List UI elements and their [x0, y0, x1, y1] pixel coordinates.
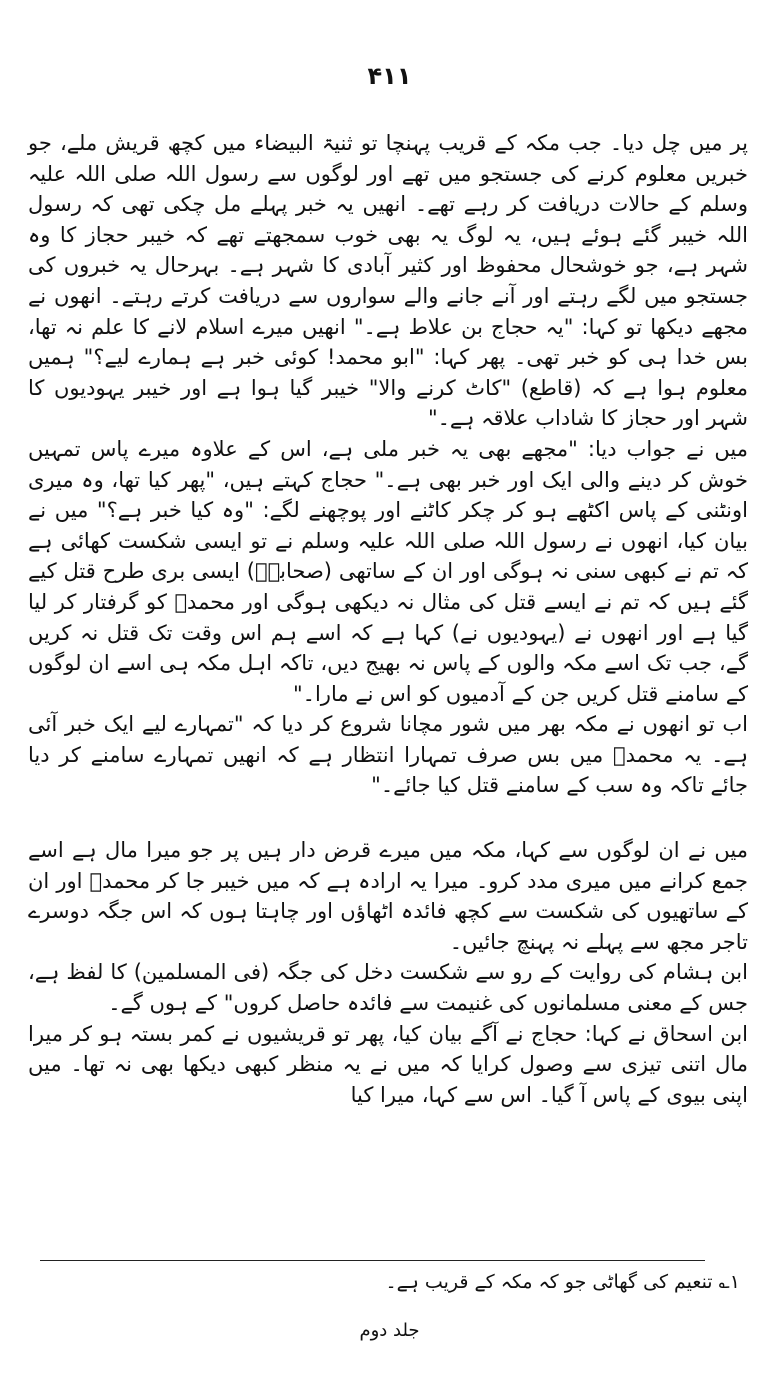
footnote-divider — [40, 1260, 705, 1261]
paragraph-3: اب تو انھوں نے مکہ بھر میں شور مچانا شروع کر دیا کہ "تمہارے لیے ایک خبر آئی ہے۔ یہ محمدؐ میں بس صرف تمہارا انتظار ہے کہ انھیں تمہارے سامنے کر دیا جائے تاکہ وہ سب کے سامنے قتل کیا جائے۔" — [28, 712, 748, 798]
page-number: ۴۱۱ — [367, 62, 412, 90]
paragraph-1: پر میں چل دیا۔ جب مکہ کے قریب پہنچا تو ثنیۃ البیضاء میں کچھ قریش ملے، جو خبریں معلوم کرنے کی جستجو میں تھے اور لوگوں سے رسول اللہ صلی اللہ علیہ وسلم کے حالات دریافت کر رہے تھے۔ انھیں یہ خبر پہلے مل چکی تھی کہ رسول اللہ خیبر گئے ہوئے ہیں، یہ لوگ یہ بھی خوب سمجھتے تھے کہ خیبر حجاز کا وہ شہر ہے، جو خوشحال محفوظ اور کثیر آبادی کا شہر ہے۔ بہرحال یہ خبروں کی جستجو میں لگے رہتے اور آنے جانے والے سواروں سے دریافت کرتے رہتے۔ انھوں نے مجھے دیکھا تو کہا: "یہ حجاج بن علاط ہے۔" انھیں میرے اسلام لانے کا علم نہ تھا، بس خدا ہی کو خبر تھی۔ پھر کہا: "ابو محمد! کوئی خبر ہے ہمارے لیے؟" ہمیں معلوم ہوا ہے کہ (قاطع) "کاٹ کرنے والا" خیبر گیا ہوا ہے اور خیبر یہودیوں کا شہر اور حجاز کا شاداب علاقہ ہے۔" — [28, 131, 748, 431]
paragraph-4: میں نے ان لوگوں سے کہا، مکہ میں میرے قرض دار ہیں پر جو میرا مال ہے اسے جمع کرانے میں میری مدد کرو۔ میرا یہ ارادہ ہے کہ میں خیبر جا کر محمدؐ اور ان کے ساتھیوں کی شکست سے کچھ فائدہ اٹھاؤں اور چاہتا ہوں کہ اس جگہ دوسرے تاجر مجھ سے پہلے نہ پہنچ جائیں۔ — [28, 838, 748, 954]
paragraph-5: ابن ہشام کی روایت کے رو سے شکست دخل کی جگہ (فی المسلمین) کا لفظ ہے، جس کے معنی مسلمانوں کی غنیمت سے فائدہ حاصل کروں" کے ہوں گے۔ — [28, 960, 748, 1016]
footnote: ۱؎ تنعیم کی گھاٹی جو کہ مکہ کے قریب ہے۔ — [385, 1271, 740, 1293]
volume-footer: جلد دوم — [359, 1320, 420, 1341]
paragraph-2: میں نے جواب دیا: "مجھے بھی یہ خبر ملی ہے، اس کے علاوہ میرے پاس تمہیں خوش کر دینے والی ایک اور خبر بھی ہے۔" حجاج کہتے ہیں، "پھر کیا تھا، وہ میری اونٹنی کے پاس اکٹھے ہو کر چکر کاٹنے اور پوچھنے لگے: "وہ کیا خبر ہے؟" میں نے بیان کیا، انھوں نے رسول اللہ صلی اللہ علیہ وسلم نے تو ایسی شکست کھائی ہے کہ تم نے کبھی سنی نہ ہوگی اور ان کے ساتھی (صحابہؓ) ایسی بری طرح قتل کیے گئے ہیں کہ تم نے ایسے قتل کی مثال نہ دیکھی ہوگی اور محمدؐ کو گرفتار کر لیا گیا ہے اور انھوں نے (یہودیوں نے) کہا ہے کہ اسے ہم اس وقت تک قتل نہ کریں گے، جب تک اسے مکہ والوں کے پاس نہ بھیج دیں، تاکہ اہل مکہ ہی اسے ان لوگوں کے سامنے قتل کریں جن کے آدمیوں کو اس نے مارا۔" — [28, 436, 748, 706]
body-text — [28, 128, 748, 1110]
paragraph-6: ابن اسحاق نے کہا: حجاج نے آگے بیان کیا، پھر تو قریشیوں نے کمر بستہ ہو کر میرا مال اتنی تیزی سے وصول کرایا کہ میں نے یہ منظر کبھی دیکھا بھی نہ تھا۔ میں اپنی بیوی کے پاس آ گیا۔ اس سے کہا، میرا کیا — [28, 1021, 748, 1107]
paragraph-gap — [28, 801, 748, 835]
